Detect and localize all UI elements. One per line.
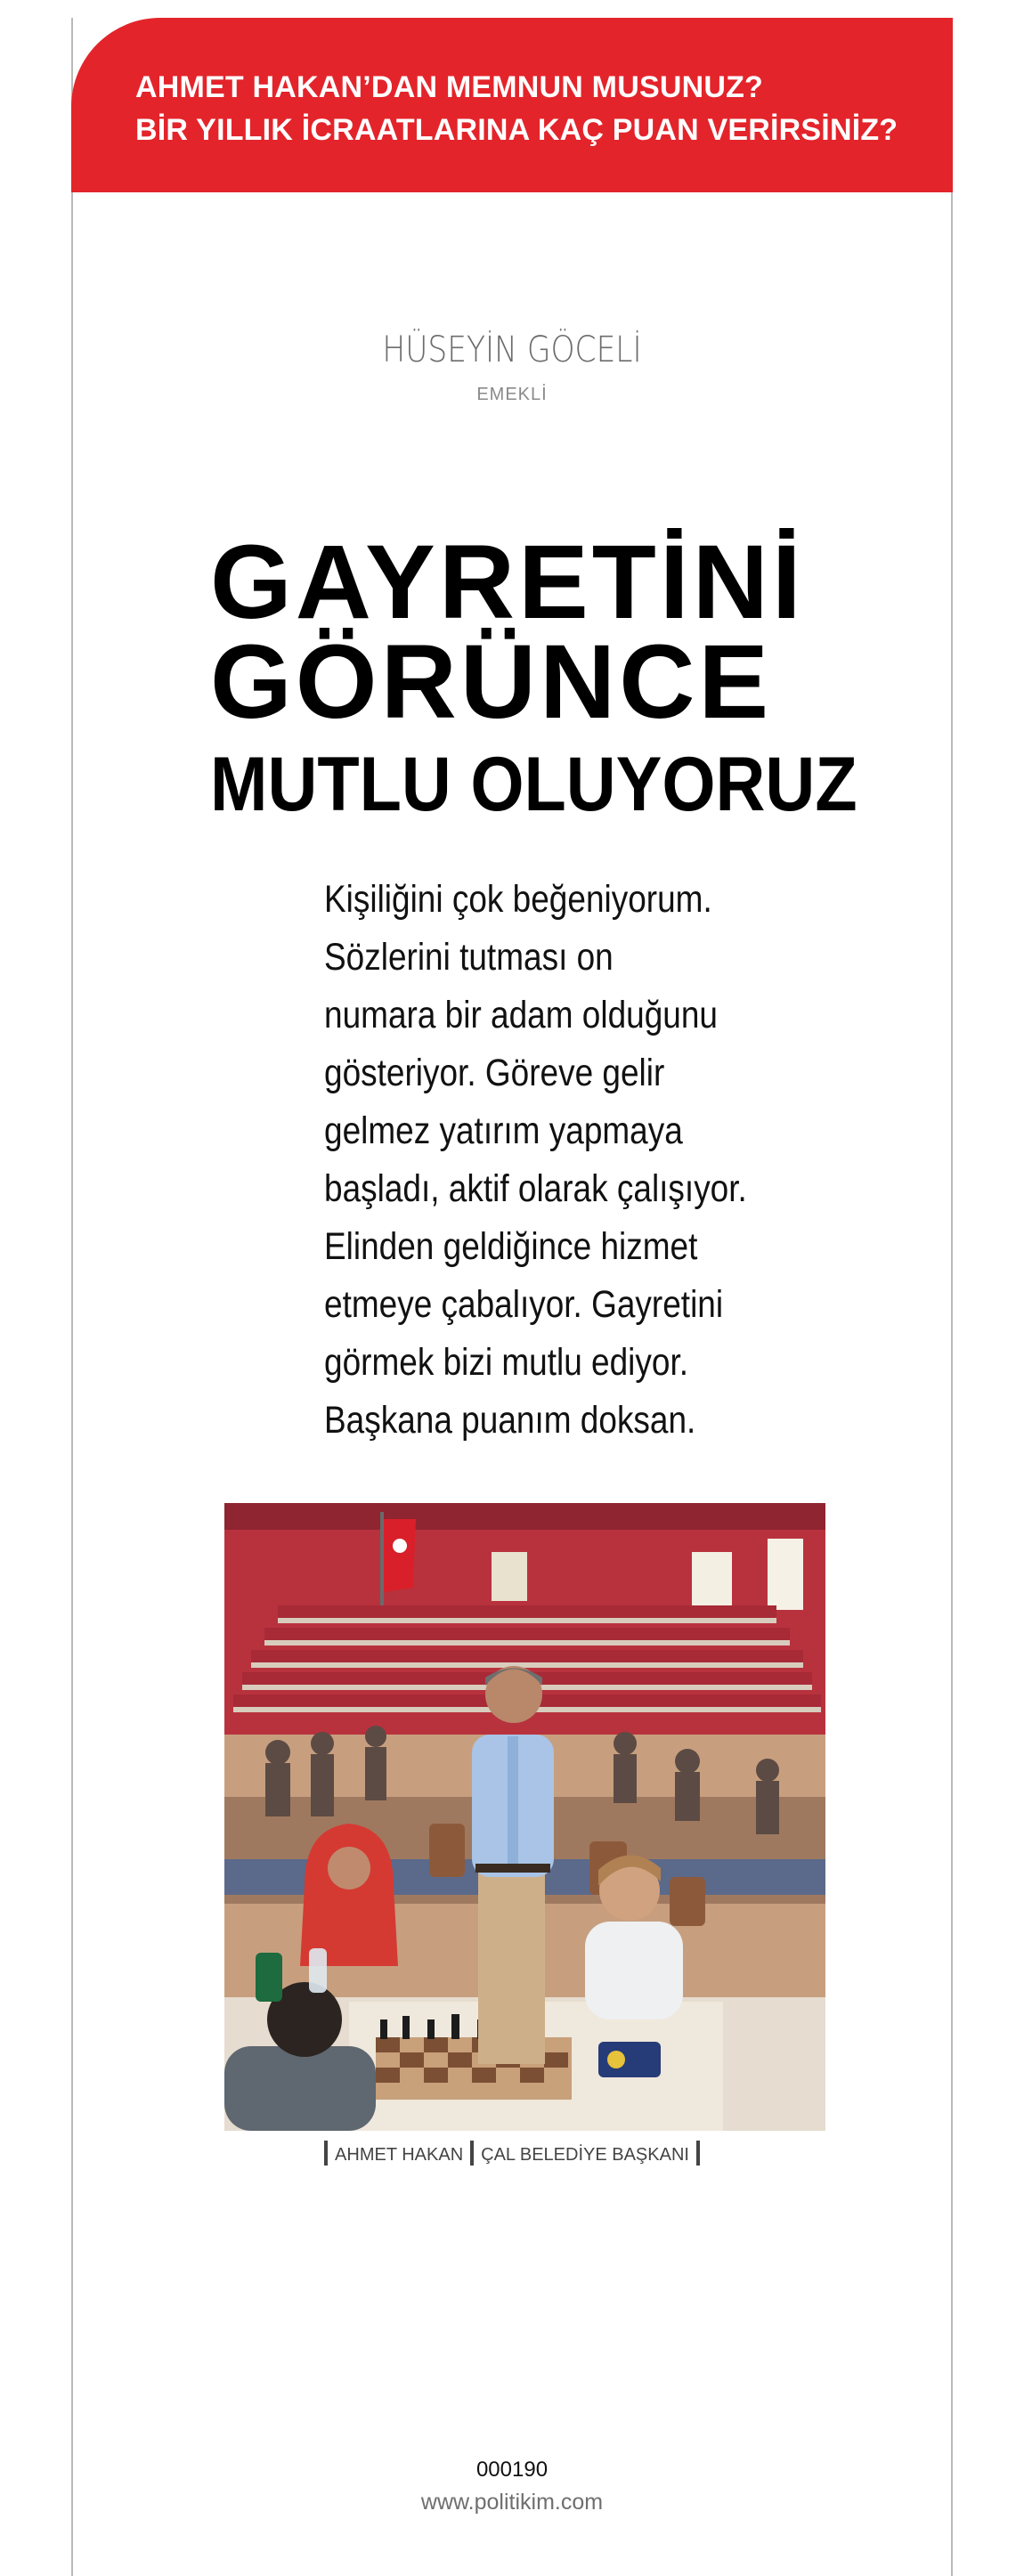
quote-line: numara bir adam olduğunu: [324, 994, 718, 1036]
ad-code: 000190: [475, 2458, 549, 2482]
headline: [210, 524, 929, 827]
headline-line-2: GÖRÜNCE: [210, 623, 773, 741]
quote-line: görmek bizi mutlu ediyor.: [324, 1341, 689, 1384]
caption-title: ÇAL BELEDİYE BAŞKANI: [481, 2145, 689, 2165]
photo-caption: [0, 2141, 1024, 2166]
quote-line: Kişiliğini çok beğeniyorum.: [324, 878, 712, 921]
headline-line-3: MUTLU OLUYORUZ: [210, 742, 857, 827]
caption-divider: [470, 2141, 474, 2166]
quote-line: gelmez yatırım yapmaya: [324, 1109, 683, 1152]
quote-line: Sözlerini tutması on: [324, 936, 614, 979]
quote-line: başladı, aktif olarak çalışıyor.: [324, 1167, 747, 1210]
headline-line-1: GAYRETİNİ: [210, 524, 805, 641]
banner-question-2: BİR YILLIK İCRAATLARINA KAÇ PUAN VERİRSİNİZ?: [135, 113, 898, 147]
quote-line: Elinden geldiğince hizmet: [324, 1225, 698, 1268]
chess-tournament-photo: [224, 1503, 825, 2131]
caption-divider: [696, 2141, 700, 2166]
author-role: EMEKLİ: [476, 385, 548, 404]
caption-divider: [324, 2141, 328, 2166]
quote-line: etmeye çabalıyor. Gayretini: [324, 1283, 724, 1326]
quote-line: gösteriyor. Göreve gelir: [324, 1052, 665, 1094]
banner-question-1: AHMET HAKAN’DAN MEMNUN MUSUNUZ?: [135, 70, 764, 104]
header-banner: [71, 18, 953, 192]
quote-line: Başkana puanım doksan.: [324, 1399, 696, 1442]
quote-body: [324, 871, 823, 1450]
caption-name: AHMET HAKAN: [335, 2145, 464, 2165]
website-url: www.politikim.com: [420, 2490, 604, 2515]
author-name: HÜSEYİN GÖCELİ: [382, 329, 642, 370]
